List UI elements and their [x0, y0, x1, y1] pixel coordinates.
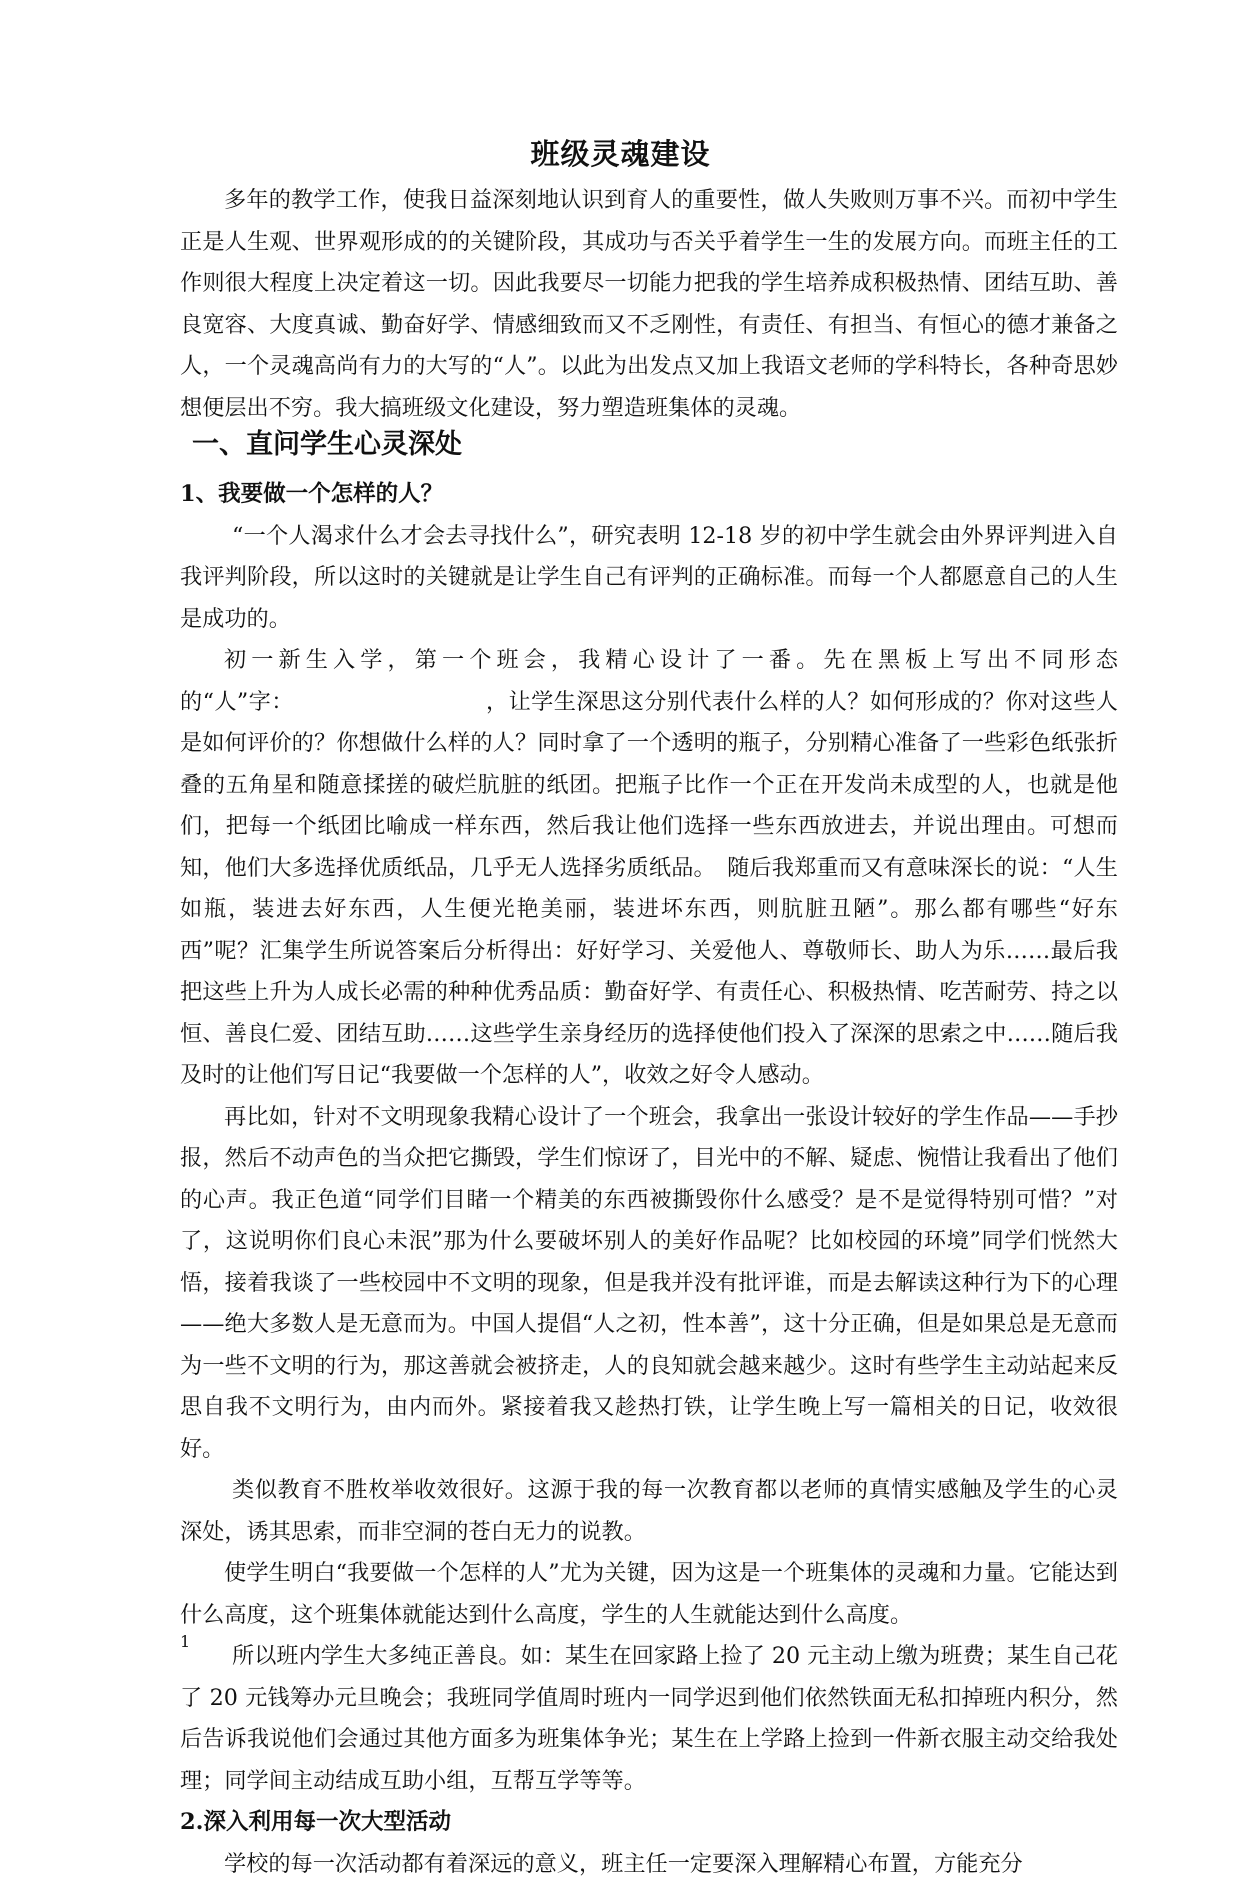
- intro-paragraph: 多年的教学工作，使我日益深刻地认识到育人的重要性，做人失败则万事不兴。而初中学生正是人生观、世界观形成的的关键阶段，其成功与否关乎着学生一生的发展方向。而班主任的工作则很大程度上决定着这一切。因此我要尽一切能力把我的学生培养成积极热情、团结互助、善良宽容、大度真诚、勤奋好学、情感细致而又不乏刚性，有责任、有担当、有恒心的德才兼备之人，一个灵魂高尚有力的大写的“人”。以此为出发点又加上我语文老师的学科特长，各种奇思妙想便层出不穷。我大搞班级文化建设，努力塑造班集体的灵魂。: [180, 180, 1118, 429]
- body-paragraph: 所以班内学生大多纯正善良。如：某生在回家路上捡了 20 元主动上缴为班费；某生自己花了 20 元钱筹办元旦晚会；我班同学值周时班内一同学迟到他们依然铁面无私扣掉班内积分，然后告诉我说他们会通过其他方面多为班集体争光；某生在上学路上捡到一件新衣服主动交给我处理；同学间主动结成互助小组，互帮互学等等。: [180, 1636, 1118, 1802]
- body-paragraph: 使学生明白“我要做一个怎样的人”尤为关键，因为这是一个班集体的灵魂和力量。它能达到什么高度，这个班集体就能达到什么高度，学生的人生就能达到什么高度。: [180, 1553, 1118, 1636]
- body-paragraph: “一个人渴求什么才会去寻找什么”，研究表明 12-18 岁的初中学生就会由外界评判进入自我评判阶段，所以这时的关键就是让学生自己有评判的正确标准。而每一个人都愿意自己的人生是成功的。: [180, 516, 1118, 641]
- body-paragraph: 学校的每一次活动都有着深远的意义，班主任一定要深入理解精心布置，方能充分: [180, 1844, 1118, 1885]
- intro-block: [180, 180, 1118, 429]
- document-title: 班级灵魂建设: [0, 132, 1241, 173]
- body-paragraph: 初一新生入学，第一个班会，我精心设计了一番。先在黑板上写出不同形态的“人”字： ，让学生深思这分别代表什么样的人？如何形成的？你对这些人是如何评价的？你想做什么样的人？同时拿了一个透明的瓶子，分别精心准备了一些彩色纸张折叠的五角星和随意揉搓的破烂肮脏的纸团。把瓶子比作一个正在开发尚未成型的人，也就是他们，把每一个纸团比喻成一样东西，然后我让他们选择一些东西放进去，并说出理由。可想而知，他们大多选择优质纸品，几乎无人选择劣质纸品。 随后我郑重而又有意味深长的说：“人生如瓶，装进去好东西，人生便光艳美丽，装进坏东西，则肮脏丑陋”。那么都有哪些“好东西”呢？汇集学生所说答案后分析得出：好好学习、关爱他人、尊敬师长、助人为乐……最后我把这些上升为人成长必需的种种优秀品质：勤奋好学、有责任心、积极热情、吃苦耐劳、持之以恒、善良仁爱、团结互助……这些学生亲身经历的选择使他们投入了深深的思索之中……随后我及时的让他们写日记“我要做一个怎样的人”，收效之好令人感动。: [180, 640, 1118, 1097]
- section-heading: 一、直问学生心灵深处: [192, 422, 462, 461]
- section-body: [180, 474, 1118, 1885]
- body-paragraph: 类似教育不胜枚举收效很好。这源于我的每一次教育都以老师的真情实感触及学生的心灵深处，诱其思索，而非空洞的苍白无力的说教。: [180, 1470, 1118, 1553]
- subsection-heading-1: 1、我要做一个怎样的人？: [180, 474, 1118, 516]
- page-number: 1: [180, 1632, 190, 1651]
- body-paragraph: 再比如，针对不文明现象我精心设计了一个班会，我拿出一张设计较好的学生作品——手抄报，然后不动声色的当众把它撕毁，学生们惊讶了，目光中的不解、疑虑、惋惜让我看出了他们的心声。我正色道“同学们目睹一个精美的东西被撕毁你什么感受？是不是觉得特别可惜？”对了，这说明你们良心未泯”那为什么要破坏别人的美好作品呢？比如校园的环境”同学们恍然大悟，接着我谈了一些校园中不文明的现象，但是我并没有批评谁，而是去解读这种行为下的心理——绝大多数人是无意而为。中国人提倡“人之初，性本善”，这十分正确，但是如果总是无意而为一些不文明的行为，那这善就会被挤走，人的良知就会越来越少。这时有些学生主动站起来反思自我不文明行为，由内而外。紧接着我又趁热打铁，让学生晚上写一篇相关的日记，收效很好。: [180, 1097, 1118, 1471]
- subsection-heading-2: 2.深入利用每一次大型活动: [180, 1802, 1118, 1844]
